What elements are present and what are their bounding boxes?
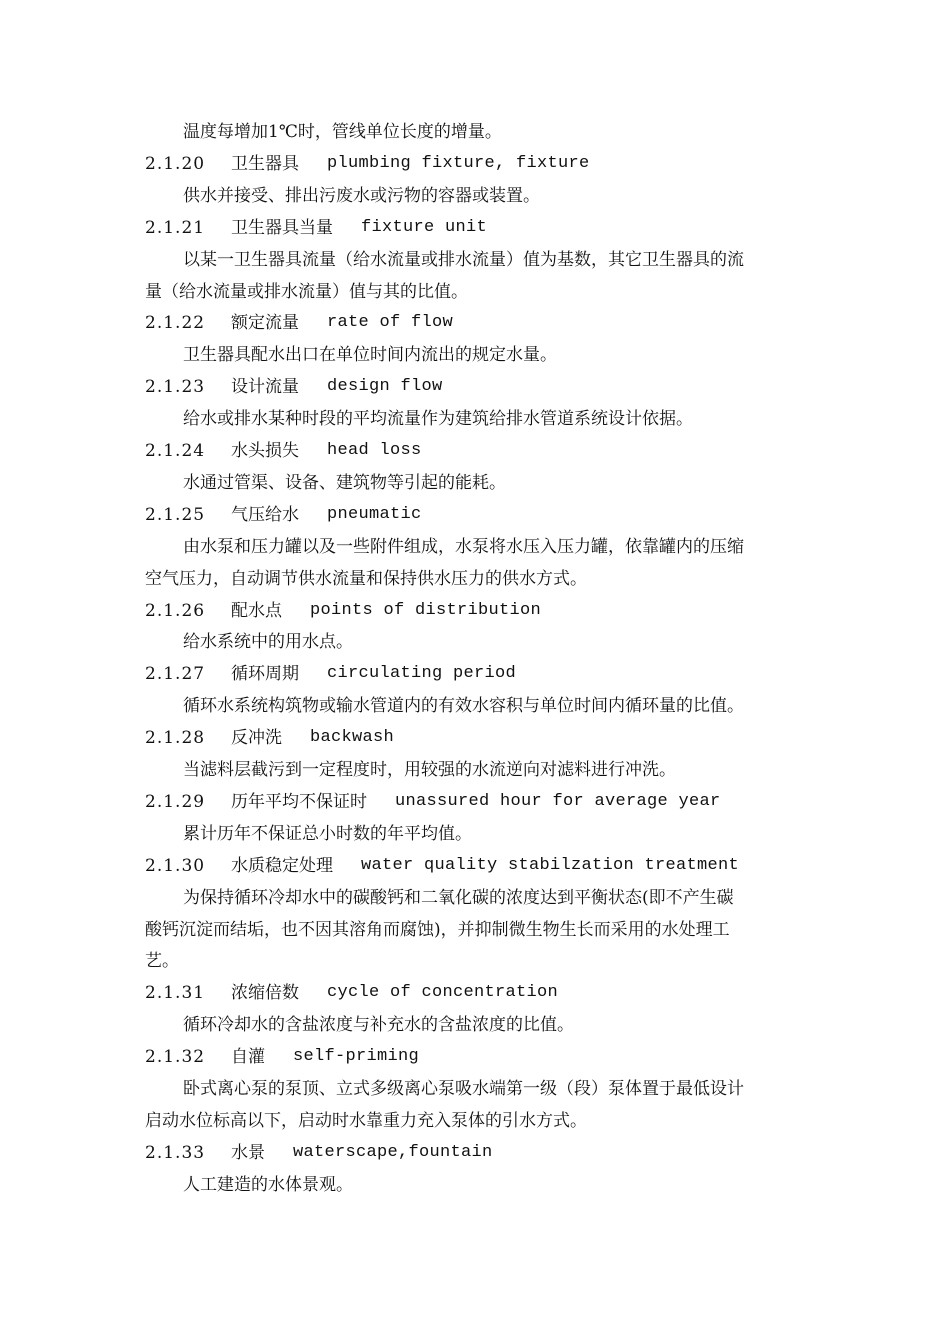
term-chinese: 水景 [231, 1142, 265, 1163]
term-chinese: 水头损失 [231, 441, 299, 461]
term-number: 2.1.33 [145, 1142, 206, 1163]
term-number: 2.1.32 [145, 1047, 206, 1068]
term-number: 2.1.23 [145, 377, 206, 398]
term-number: 2.1.30 [145, 855, 206, 876]
paragraph-text: 循环水系统构筑物或输水管道内的有效水容积与单位时间内循环量的比值。 [183, 696, 744, 717]
paragraph-text: 人工建造的水体景观。 [183, 1174, 353, 1195]
paragraph-text: 累计历年不保证总小时数的年平均值。 [183, 823, 472, 844]
term-number: 2.1.21 [145, 217, 206, 238]
paragraph-text: 空气压力，自动调节供水流量和保持供水压力的供水方式。 [145, 568, 587, 589]
term-chinese: 水质稳定处理 [231, 855, 333, 876]
term-chinese: 额定流量 [231, 313, 299, 334]
term-chinese: 卫生器具当量 [231, 217, 333, 238]
paragraph-text: 给水系统中的用水点。 [183, 632, 353, 653]
term-english: water quality stabilzation treatment [361, 855, 740, 875]
paragraph-text: 供水并接受、排出污废水或污物的容器或装置。 [183, 185, 540, 206]
term-number: 2.1.24 [145, 441, 206, 461]
term-english: points of distribution [310, 600, 542, 620]
term-english: cycle of concentration [327, 983, 559, 1003]
term-number: 2.1.27 [145, 664, 206, 685]
paragraph-text: 循环冷却水的含盐浓度与补充水的含盐浓度的比值。 [183, 1015, 574, 1036]
term-chinese: 历年平均不保证时 [231, 791, 367, 812]
term-chinese: 反冲洗 [231, 728, 282, 749]
paragraph-text: 温度每增加1℃时，管线单位长度的增量。 [183, 122, 502, 142]
term-english: self-priming [293, 1047, 420, 1067]
paragraph-text: 以某一卫生器具流量（给水流量或排水流量）值为基数，其它卫生器具的流 [183, 249, 744, 270]
term-english: rate of flow [327, 313, 454, 333]
term-chinese: 气压给水 [231, 504, 299, 525]
term-english: unassured hour for average year [395, 791, 721, 811]
term-english: waterscape,fountain [293, 1142, 493, 1162]
paragraph-text: 当滤料层截污到一定程度时，用较强的水流逆向对滤料进行冲洗。 [183, 760, 676, 780]
term-number: 2.1.20 [145, 153, 206, 174]
term-chinese: 卫生器具 [231, 153, 299, 174]
term-english: circulating period [327, 664, 517, 684]
paragraph-text: 艺。 [145, 951, 179, 972]
term-chinese: 自灌 [231, 1047, 265, 1068]
term-number: 2.1.22 [145, 313, 206, 334]
paragraph-text: 卫生器具配水出口在单位时间内流出的规定水量。 [183, 345, 557, 366]
term-number: 2.1.28 [145, 728, 206, 749]
term-chinese: 循环周期 [231, 664, 299, 685]
term-english: head loss [327, 441, 422, 460]
term-english: fixture unit [361, 217, 488, 237]
term-english: backwash [310, 728, 395, 748]
term-chinese: 配水点 [231, 600, 282, 621]
paragraph-text: 酸钙沉淀而结垢，也不因其溶角而腐蚀)，并抑制微生物生长而采用的水处理工 [145, 919, 730, 940]
term-english: pneumatic [327, 504, 422, 524]
term-english: plumbing fixture, fixture [327, 153, 590, 173]
paragraph-text: 给水或排水某种时段的平均流量作为建筑给排水管道系统设计依据。 [183, 409, 693, 430]
term-number: 2.1.26 [145, 600, 206, 621]
term-english: design flow [327, 377, 443, 397]
paragraph-text: 由水泵和压力罐以及一些附件组成，水泵将水压入压力罐，依靠罐内的压缩 [183, 536, 744, 557]
term-number: 2.1.31 [145, 983, 206, 1004]
paragraph-text: 量（给水流量或排水流量）值与其的比值。 [145, 281, 468, 302]
paragraph-text: 为保持循环冷却水中的碳酸钙和二氧化碳的浓度达到平衡状态(即不产生碳 [183, 887, 734, 908]
term-chinese: 浓缩倍数 [231, 983, 299, 1004]
term-number: 2.1.29 [145, 791, 206, 812]
term-number: 2.1.25 [145, 504, 206, 525]
paragraph-text: 卧式离心泵的泵顶、立式多级离心泵吸水端第一级（段）泵体置于最低设计 [183, 1079, 744, 1099]
paragraph-text: 水通过管渠、设备、建筑物等引起的能耗。 [183, 472, 506, 493]
paragraph-text: 启动水位标高以下，启动时水靠重力充入泵体的引水方式。 [145, 1110, 587, 1131]
term-chinese: 设计流量 [231, 377, 299, 398]
